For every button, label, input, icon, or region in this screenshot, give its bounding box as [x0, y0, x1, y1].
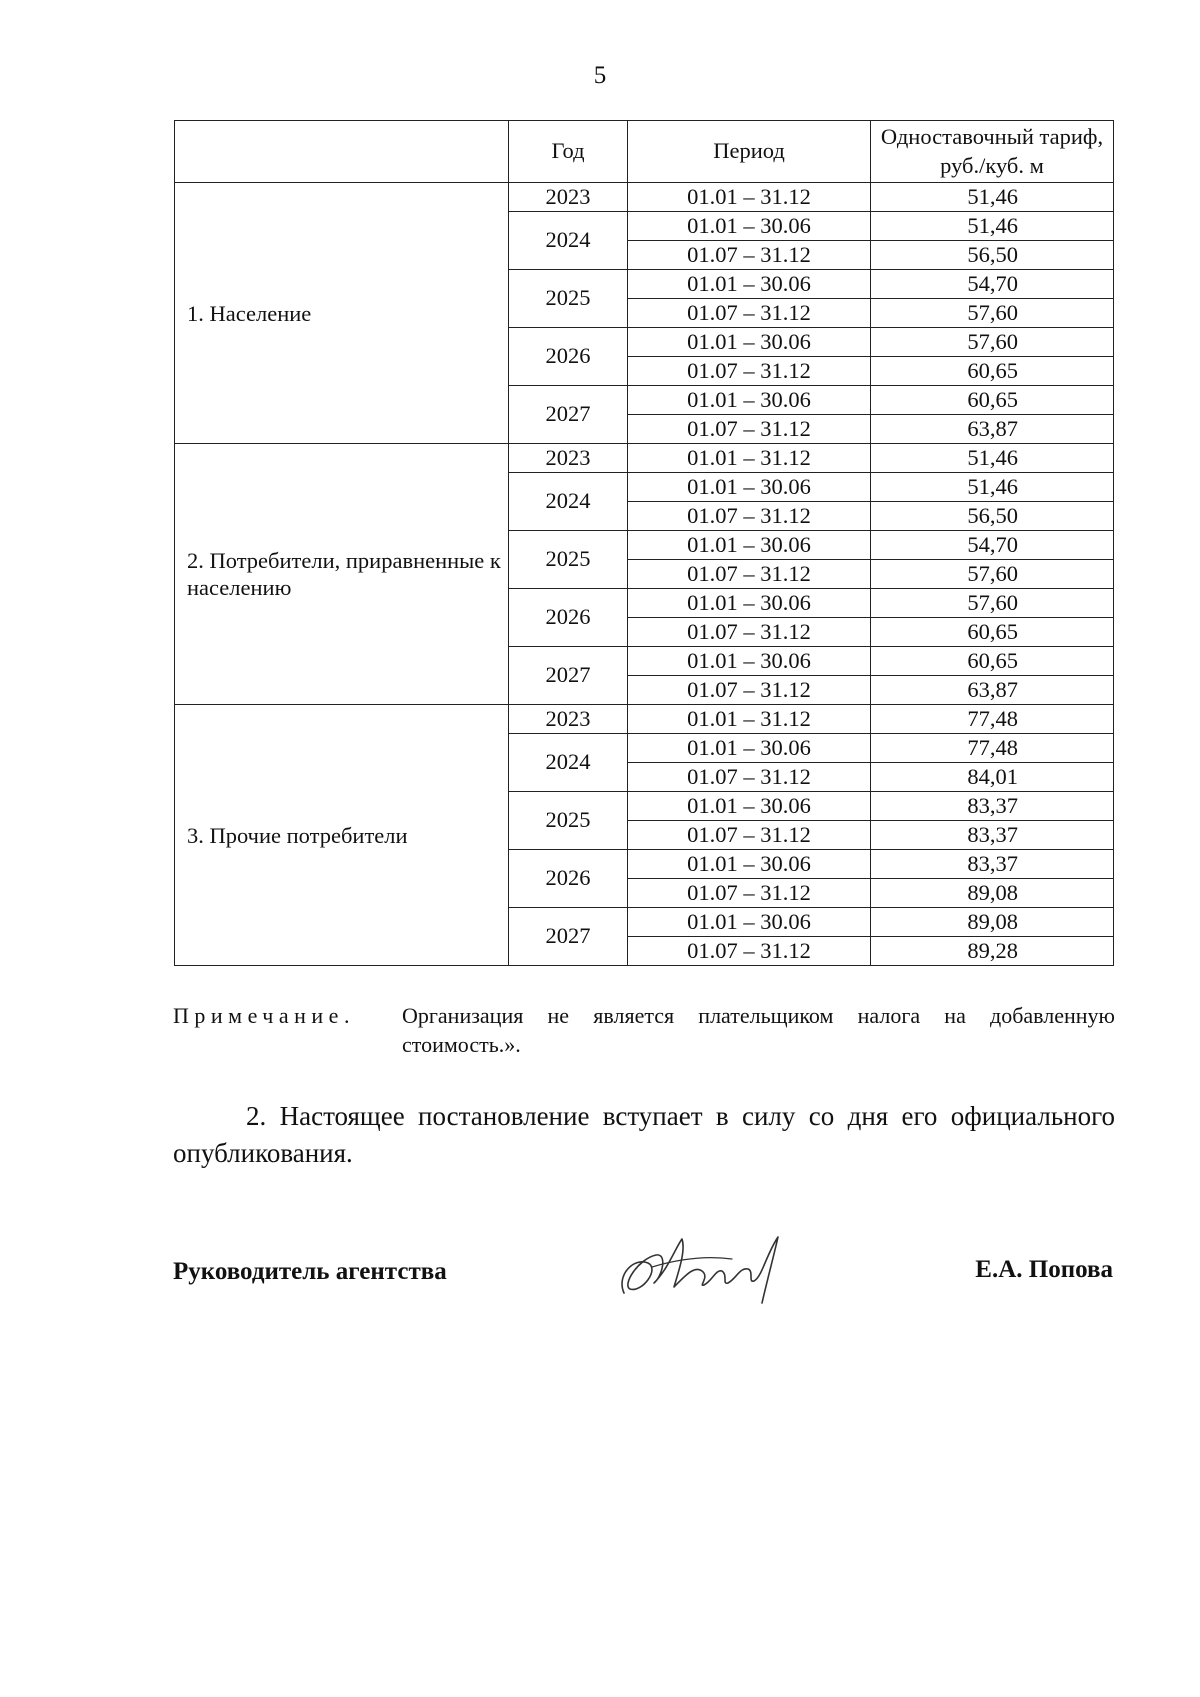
tariff-cell: 54,70 [871, 270, 1114, 299]
year-cell: 2025 [509, 792, 628, 850]
header-period: Период [628, 121, 871, 183]
period-cell: 01.07 – 31.12 [628, 299, 871, 328]
period-cell: 01.07 – 31.12 [628, 879, 871, 908]
table-row [175, 444, 1114, 473]
tariff-cell: 60,65 [871, 357, 1114, 386]
note-label: Примечание. [173, 1003, 355, 1028]
tariff-cell: 63,87 [871, 415, 1114, 444]
year-cell: 2026 [509, 589, 628, 647]
period-cell: 01.01 – 30.06 [628, 531, 871, 560]
tariff-cell: 56,50 [871, 502, 1114, 531]
tariff-cell: 77,48 [871, 705, 1114, 734]
period-cell: 01.01 – 30.06 [628, 473, 871, 502]
period-cell: 01.07 – 31.12 [628, 415, 871, 444]
signature-image [612, 1225, 792, 1307]
tariff-cell: 63,87 [871, 676, 1114, 705]
tariff-cell: 83,37 [871, 821, 1114, 850]
signer-title: Руководитель агентства [173, 1258, 447, 1285]
tariff-cell: 89,08 [871, 908, 1114, 937]
tariff-cell: 83,37 [871, 792, 1114, 821]
tariff-cell: 84,01 [871, 763, 1114, 792]
tariff-cell: 57,60 [871, 560, 1114, 589]
year-cell: 2023 [509, 183, 628, 212]
period-cell: 01.01 – 30.06 [628, 212, 871, 241]
year-cell: 2023 [509, 444, 628, 473]
year-cell: 2024 [509, 734, 628, 792]
period-cell: 01.01 – 30.06 [628, 908, 871, 937]
year-cell: 2025 [509, 531, 628, 589]
period-cell: 01.07 – 31.12 [628, 937, 871, 966]
header-tariff: Одноставочный тариф, руб./куб. м [871, 121, 1114, 183]
year-cell: 2026 [509, 850, 628, 908]
year-cell: 2025 [509, 270, 628, 328]
category-cell: 2. Потребители, приравненные к населению [175, 444, 509, 705]
period-cell: 01.01 – 30.06 [628, 386, 871, 415]
period-cell: 01.01 – 31.12 [628, 444, 871, 473]
period-cell: 01.01 – 30.06 [628, 734, 871, 763]
tariff-cell: 51,46 [871, 473, 1114, 502]
period-cell: 01.01 – 30.06 [628, 850, 871, 879]
table-row [175, 183, 1114, 212]
year-cell: 2027 [509, 647, 628, 705]
signer-name: Е.А. Попова [975, 1256, 1113, 1283]
tariff-cell: 56,50 [871, 241, 1114, 270]
tariff-cell: 77,48 [871, 734, 1114, 763]
year-cell: 2023 [509, 705, 628, 734]
year-cell: 2024 [509, 473, 628, 531]
page-number: 5 [593, 62, 607, 89]
period-cell: 01.07 – 31.12 [628, 821, 871, 850]
tariff-cell: 51,46 [871, 444, 1114, 473]
period-cell: 01.01 – 30.06 [628, 589, 871, 618]
table-header-row [175, 121, 1114, 183]
tariff-cell: 60,65 [871, 647, 1114, 676]
table-row [175, 705, 1114, 734]
period-cell: 01.07 – 31.12 [628, 241, 871, 270]
header-category [175, 121, 509, 183]
year-cell: 2024 [509, 212, 628, 270]
note-text: Организация не является плательщиком налога на добавленную стоимость.». [402, 1003, 1115, 1058]
tariff-cell: 54,70 [871, 531, 1114, 560]
period-cell: 01.01 – 30.06 [628, 328, 871, 357]
period-cell: 01.07 – 31.12 [628, 560, 871, 589]
tariff-cell: 89,08 [871, 879, 1114, 908]
tariff-cell: 57,60 [871, 299, 1114, 328]
period-cell: 01.01 – 30.06 [628, 270, 871, 299]
tariff-cell: 83,37 [871, 850, 1114, 879]
tariff-table [174, 120, 1114, 966]
tariff-cell: 60,65 [871, 386, 1114, 415]
period-cell: 01.07 – 31.12 [628, 618, 871, 647]
category-cell: 1. Население [175, 183, 509, 444]
tariff-cell: 60,65 [871, 618, 1114, 647]
year-cell: 2027 [509, 386, 628, 444]
tariff-cell: 57,60 [871, 328, 1114, 357]
tariff-table-body [175, 183, 1114, 966]
note [173, 1001, 1115, 1060]
period-cell: 01.07 – 31.12 [628, 676, 871, 705]
period-cell: 01.07 – 31.12 [628, 763, 871, 792]
period-cell: 01.01 – 30.06 [628, 792, 871, 821]
period-cell: 01.07 – 31.12 [628, 357, 871, 386]
header-year: Год [509, 121, 628, 183]
period-cell: 01.01 – 30.06 [628, 647, 871, 676]
category-cell: 3. Прочие потребители [175, 705, 509, 966]
tariff-cell: 89,28 [871, 937, 1114, 966]
period-cell: 01.01 – 31.12 [628, 183, 871, 212]
tariff-cell: 51,46 [871, 212, 1114, 241]
period-cell: 01.07 – 31.12 [628, 502, 871, 531]
period-cell: 01.01 – 31.12 [628, 705, 871, 734]
year-cell: 2027 [509, 908, 628, 966]
tariff-cell: 57,60 [871, 589, 1114, 618]
year-cell: 2026 [509, 328, 628, 386]
effective-date-paragraph: 2. Настоящее постановление вступает в силу со дня его официального опубликования. [173, 1101, 1115, 1169]
tariff-cell: 51,46 [871, 183, 1114, 212]
